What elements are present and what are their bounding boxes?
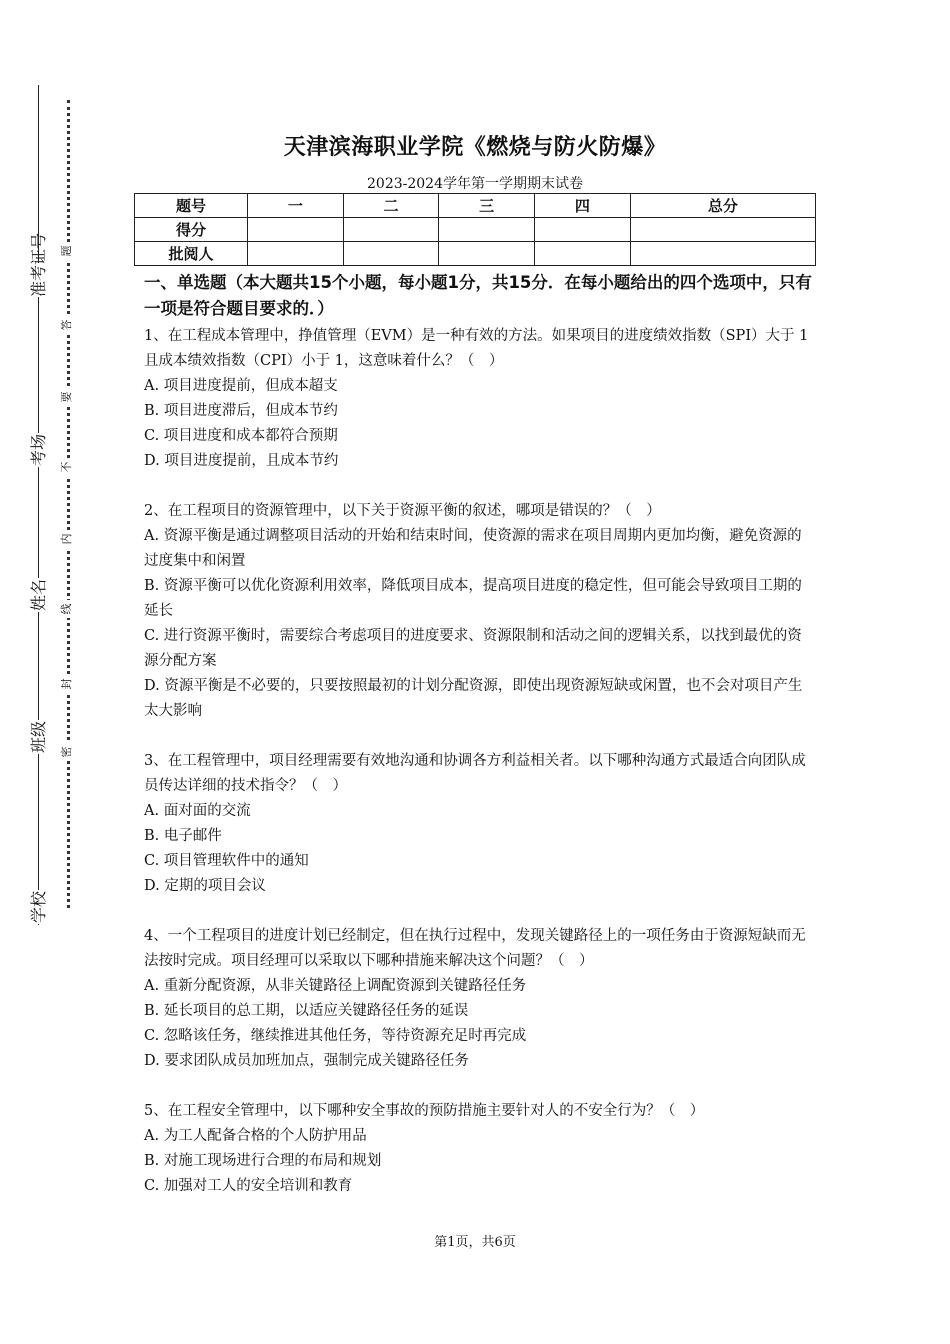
question <box>144 924 816 1074</box>
seal-char: 密 <box>60 743 74 761</box>
score-cell[interactable] <box>248 218 344 242</box>
question-option: D. 要求团队成员加班加点，强制完成关键路径任务 <box>144 1053 469 1069</box>
question <box>144 749 816 899</box>
label-exam-number: 准考证号 <box>29 232 48 297</box>
label-name: 姓名 <box>29 579 48 612</box>
exam-subtitle: 2023-2024学年第一学期期末试卷 <box>367 176 583 192</box>
question-option: A. 项目进度提前，但成本超支 <box>144 378 338 394</box>
page-footer: 第1页，共6页 <box>434 1235 516 1250</box>
question <box>144 1099 816 1199</box>
seal-char: 不 <box>60 458 74 476</box>
score-table <box>134 193 816 266</box>
question-option: B. 对施工现场进行合理的布局和规划 <box>144 1153 382 1169</box>
question-option: D. 定期的项目会议 <box>144 878 266 894</box>
score-cell[interactable] <box>343 218 439 242</box>
seal-char: 内 <box>60 530 74 548</box>
question-option: C. 项目管理软件中的通知 <box>144 853 309 869</box>
section-heading: 一、单选题（本大题共15个小题，每小题1分，共15分．在每小题给出的四个选项中，只有一项是符合题目要求的．） <box>144 273 812 318</box>
question <box>144 324 816 474</box>
binding-solid-line <box>38 85 39 925</box>
question-option: B. 资源平衡可以优化资源利用效率，降低项目成本，提高项目进度的稳定性，但可能会导致项目工期的延长 <box>144 578 802 619</box>
question-option: B. 项目进度滞后，但成本节约 <box>144 403 338 419</box>
question-option: A. 面对面的交流 <box>144 803 251 819</box>
question-option: C. 进行资源平衡时，需要综合考虑项目的进度要求、资源限制和活动之间的逻辑关系，以找到最优的资源分配方案 <box>144 628 802 669</box>
score-cell[interactable] <box>630 242 815 266</box>
score-cell: 二 <box>343 194 439 218</box>
question-stem: 4、一个工程项目的进度计划已经制定，但在执行过程中，发现关键路径上的一项任务由于资源短缺而无法按时完成。项目经理可以采取以下哪种措施来解决这个问题？（ ） <box>144 928 806 969</box>
question-option: D. 资源平衡是不必要的，只要按照最初的计划分配资源，即使出现资源短缺或闲置，也不会对项目产生太大影响 <box>144 678 803 719</box>
score-cell[interactable] <box>248 242 344 266</box>
exam-content <box>144 270 816 1199</box>
question-option: C. 忽略该任务，继续推进其他任务，等待资源充足时再完成 <box>144 1028 527 1044</box>
question-option: C. 加强对工人的安全培训和教育 <box>144 1178 353 1194</box>
question-option: A. 资源平衡是通过调整项目活动的开始和结束时间，使资源的需求在项目周期内更加均衡，避免资源的过度集中和闲置 <box>144 528 802 569</box>
binding-margin <box>0 0 90 1344</box>
score-table-row <box>135 194 816 218</box>
label-exam-room: 考场 <box>29 434 48 467</box>
score-cell[interactable] <box>343 242 439 266</box>
score-cell: 得分 <box>135 218 248 242</box>
score-cell: 三 <box>439 194 535 218</box>
seal-char: 线 <box>60 600 74 618</box>
score-cell: 总分 <box>630 194 815 218</box>
question-stem: 1、在工程成本管理中，挣值管理（EVM）是一种有效的方法。如果项目的进度绩效指数（SPI）大于 1 且成本绩效指数（CPI）小于 1，这意味着什么？（ ） <box>144 328 809 369</box>
question-option: C. 项目进度和成本都符合预期 <box>144 428 338 444</box>
question-option: B. 电子邮件 <box>144 828 222 844</box>
label-school: 学校 <box>29 891 48 924</box>
question-option: D. 项目进度提前，且成本节约 <box>144 453 339 469</box>
question-option: B. 延长项目的总工期，以适应关键路径任务的延误 <box>144 1003 469 1019</box>
score-cell: 一 <box>248 194 344 218</box>
seal-dotted-line <box>67 100 70 908</box>
seal-char: 题 <box>60 242 74 260</box>
seal-char: 答 <box>60 316 74 334</box>
score-cell: 题号 <box>135 194 248 218</box>
question-option: A. 重新分配资源，从非关键路径上调配资源到关键路径任务 <box>144 978 527 994</box>
question <box>144 499 816 724</box>
score-table-row <box>135 242 816 266</box>
score-cell[interactable] <box>439 218 535 242</box>
label-class: 班级 <box>29 721 48 754</box>
seal-char: 封 <box>60 675 74 693</box>
score-cell[interactable] <box>535 218 631 242</box>
question-option: A. 为工人配备合格的个人防护用品 <box>144 1128 367 1144</box>
score-cell: 批阅人 <box>135 242 248 266</box>
score-cell[interactable] <box>630 218 815 242</box>
question-stem: 2、在工程项目的资源管理中，以下关于资源平衡的叙述，哪项是错误的？（ ） <box>144 503 661 519</box>
score-cell[interactable] <box>535 242 631 266</box>
seal-char: 要 <box>60 388 74 406</box>
question-stem: 5、在工程安全管理中，以下哪种安全事故的预防措施主要针对人的不安全行为？（ ） <box>144 1103 705 1119</box>
score-table-row <box>135 218 816 242</box>
question-stem: 3、在工程管理中，项目经理需要有效地沟通和协调各方利益相关者。以下哪种沟通方式最适合向团队成员传达详细的技术指令？（ ） <box>144 753 806 794</box>
score-cell[interactable] <box>439 242 535 266</box>
exam-title: 天津滨海职业学院《燃烧与防火防爆》 <box>283 135 667 160</box>
score-cell: 四 <box>535 194 631 218</box>
